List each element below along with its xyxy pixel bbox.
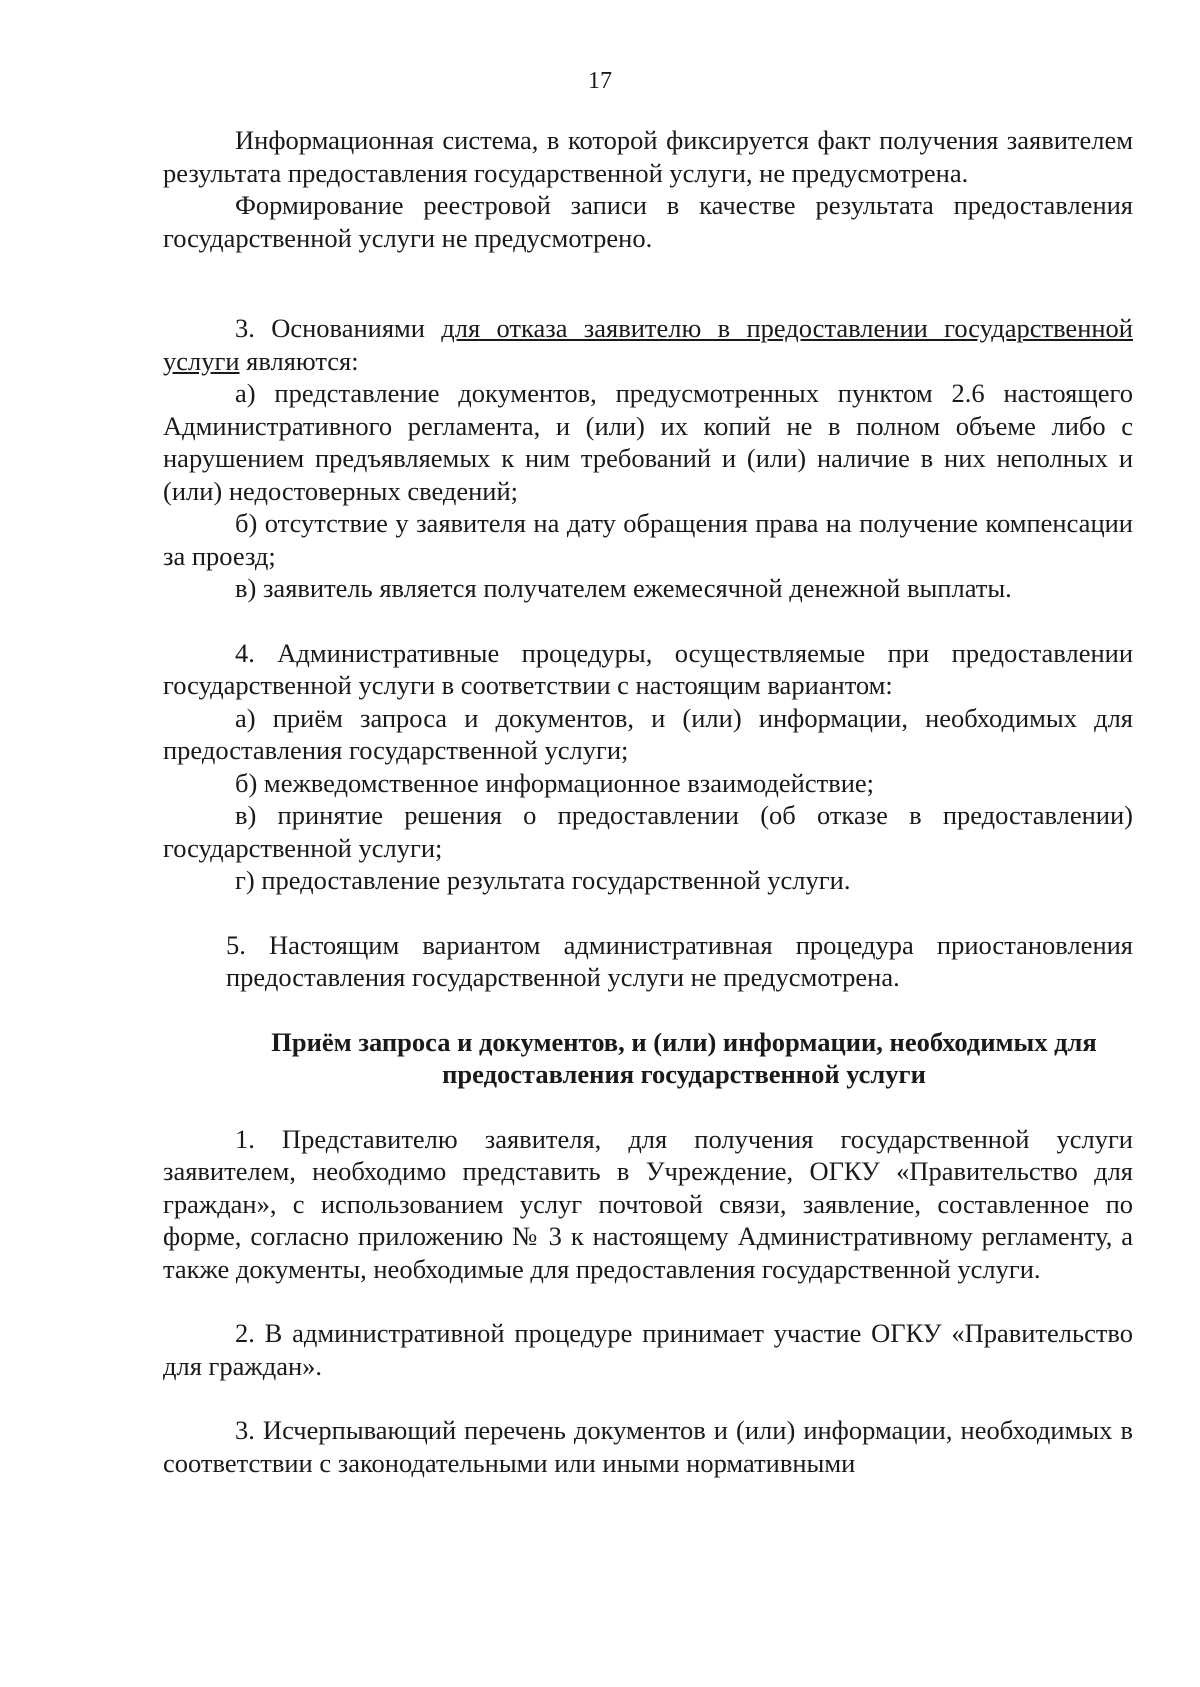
- paragraph-suspension: 5. Настоящим вариантом административная процедура приостановления предоставления государственной услуги не предусмотрена.: [226, 929, 1133, 992]
- procedure-item-b: б) межведомственное информационное взаимодействие;: [235, 767, 875, 798]
- refusal-ground-b: б) отсутствие у заявителя на дату обращения права на получение компенсации за проезд;: [163, 508, 1133, 571]
- section-heading: [163, 1026, 1133, 1091]
- refusal-ground-a: а) представление документов, предусмотренных пунктом 2.6 настоящего Административного регламента, и (или) их копий не в полном объеме либо с нарушением предъявляемых к ним требований и (или) наличие в них неполных и (или) недостоверных сведений;: [163, 378, 1133, 506]
- paragraph-refusal-grounds: [163, 312, 1133, 377]
- procedure-item-a: а) приём запроса и документов, и (или) информации, необходимых для предоставления государственной услуги;: [163, 702, 1133, 765]
- refusal-grounds-intro: 3. Основаниями: [235, 313, 442, 343]
- paragraph-submission: 1. Представителю заявителя, для получения государственной услуги заявителем, необходимо представить в Учреждение, ОГКУ «Правительство для граждан», с использованием услуг почтовой связи, заявление, составленное по форме, согласно приложению № 3 к настоящему Административному регламенту, а также документы, необходимые для предоставления государственной услуги.: [163, 1123, 1133, 1284]
- page-number: 17: [588, 68, 612, 94]
- spacer: [163, 254, 1133, 312]
- spacer: [163, 1382, 1133, 1414]
- refusal-grounds-underlined: для отказа заявителю в предоставлении государственной услуги: [163, 313, 1133, 376]
- section-heading-line-1: Приём запроса и документов, и (или) информации, необходимых для: [271, 1026, 1097, 1057]
- refusal-ground-c: в) заявитель является получателем ежемесячной денежной выплаты.: [235, 573, 1012, 603]
- procedure-item-d: г) предоставление результата государственной услуги.: [235, 865, 851, 895]
- section-heading-line-2: предоставления государственной услуги: [442, 1059, 926, 1089]
- spacer: [163, 1091, 1133, 1123]
- paragraph-registry-record: Формирование реестровой записи в качестве результата предоставления государственной услуги не предусмотрено.: [163, 190, 1133, 253]
- paragraph-participant: 2. В административной процедуре принимает участие ОГКУ «Правительство для граждан».: [163, 1318, 1133, 1381]
- spacer: [163, 994, 1133, 1026]
- spacer: [163, 1285, 1133, 1317]
- procedure-item-c: в) принятие решения о предоставлении (об отказе в предоставлении) государственной услуги;: [163, 800, 1133, 863]
- paragraph-document-list: 3. Исчерпывающий перечень документов и (или) информации, необходимых в соответствии с законодательными или иными нормативными: [163, 1415, 1133, 1478]
- spacer: [163, 897, 1133, 929]
- spacer: [163, 605, 1133, 637]
- paragraph-information-system: Информационная система, в которой фиксируется факт получения заявителем результата предоставления государственной услуги, не предусмотрена.: [163, 125, 1133, 188]
- document-body: [163, 124, 1133, 1479]
- paragraph-administrative-procedures: 4. Административные процедуры, осуществляемые при предоставлении государственной услуги в соответствии с настоящим вариантом:: [163, 637, 1133, 700]
- refusal-grounds-tail: являются:: [239, 345, 359, 376]
